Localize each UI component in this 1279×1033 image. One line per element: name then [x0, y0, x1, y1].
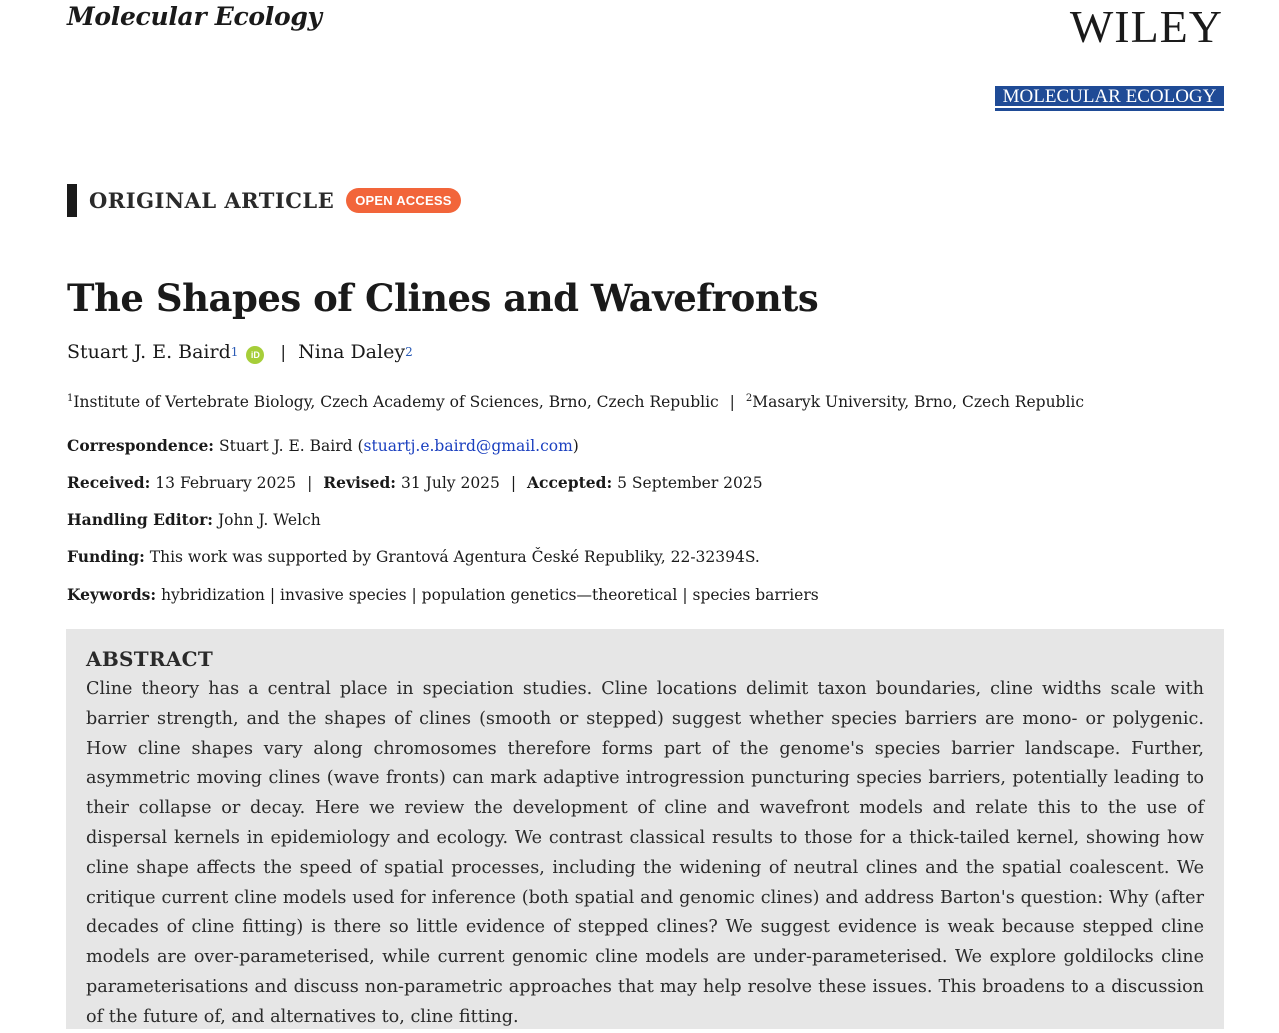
keyword[interactable]: population genetics—theoretical [421, 586, 678, 604]
revised-label: Revised: [323, 473, 397, 492]
author-name[interactable]: Stuart J. E. Baird [67, 341, 231, 363]
article-type-row [67, 184, 461, 216]
correspondence-line: Correspondence: Stuart J. E. Baird (stuartj.e.baird@gmail.com) [67, 436, 579, 455]
keyword-separator: | [269, 586, 276, 604]
dates-line [67, 473, 763, 492]
author-separator: | [280, 343, 287, 363]
article-type-label: ORIGINAL ARTICLE [89, 187, 335, 213]
article-title: The Shapes of Clines and Wavefronts [67, 276, 819, 320]
affiliation-text: Masaryk University, Brno, Czech Republic [752, 393, 1085, 412]
keywords-line [67, 585, 819, 604]
author-list [67, 341, 413, 364]
funding-line [67, 547, 760, 566]
open-access-badge: OPEN ACCESS [346, 188, 460, 213]
affiliations [67, 393, 1084, 411]
accepted-date: 5 September 2025 [617, 474, 763, 492]
keyword[interactable]: hybridization [161, 586, 265, 604]
article-type-bar [67, 184, 77, 217]
keyword[interactable]: species barriers [692, 586, 819, 604]
funding-label: Funding: [67, 547, 145, 566]
accepted-label: Accepted: [527, 473, 613, 492]
abstract-box [66, 629, 1224, 1029]
keywords-label: Keywords: [67, 585, 157, 604]
publisher-logo: WILEY [1069, 1, 1223, 52]
correspondence-name: Stuart J. E. Baird [218, 437, 353, 455]
keyword-separator: | [411, 586, 417, 604]
handling-editor-line [67, 510, 321, 529]
keyword[interactable]: invasive species [280, 586, 407, 604]
affiliation-separator: | [729, 393, 735, 412]
handling-editor-name: John J. Welch [217, 511, 321, 529]
correspondence-label: Correspondence: [67, 436, 215, 455]
date-separator: | [510, 474, 517, 492]
keyword-separator: | [682, 586, 688, 604]
received-label: Received: [67, 473, 151, 492]
author-affil-ref[interactable]: 1 [230, 345, 239, 359]
handling-editor-label: Handling Editor: [67, 510, 214, 529]
funding-text: This work was supported by Grantová Agentura České Republiky, 22-32394S. [149, 548, 760, 566]
author-name[interactable]: Nina Daley [298, 341, 406, 363]
abstract-text: Cline theory has a central place in speciation studies. Cline locations delimit taxon boundaries, cline widths scale with barrier strength, and the shapes of clines (smooth or stepped) suggest whether species barriers are mono- or polygenic. How cline shapes vary along chromosomes therefore forms part of the genome's species barrier landscape. Further, asymmetric moving clines (wave fronts) can mark adaptive introgression puncturing species barriers, potentially leading to their collapse or decay. Here we review the development of cline and wavefront models and relate this to the use of dispersal kernels in epidemiology and ecology. We contrast classical results to those for a thick-tailed kernel, showing how cline shape affects the speed of spatial processes, including the widening of neutral clines and the spatial coalescent. We critique current cline models used for inference (both spatial and genomic clines) and address Barton's question: Why (after decades of cline fitting) is there so little evidence of stepped clines? We suggest evidence is weak because stepped cline models are over-parameterised, while current genomic cline models are under-parameterised. We explore goldilocks cline parameterisations and discuss non-parametric approaches that may help resolve these issues. This broadens to a discussion of the future of, and alternatives to, cline fitting. [86, 679, 1204, 1027]
received-date: 13 February 2025 [155, 474, 297, 492]
revised-date: 31 July 2025 [400, 474, 500, 492]
journal-name: Molecular Ecology [67, 2, 322, 31]
abstract-heading: ABSTRACT [86, 647, 214, 671]
date-separator: | [307, 474, 313, 492]
orcid-icon[interactable]: iD [246, 346, 264, 364]
correspondence-email-link[interactable]: stuartj.e.baird@gmail.com [363, 437, 573, 455]
journal-badge: MOLECULAR ECOLOGY [995, 86, 1224, 111]
author-affil-ref[interactable]: 2 [405, 345, 413, 359]
affiliation-number: 1 [67, 393, 74, 404]
affiliation-text: Institute of Vertebrate Biology, Czech Academy of Sciences, Brno, Czech Republic [73, 393, 719, 412]
affiliation-number: 2 [745, 393, 753, 404]
